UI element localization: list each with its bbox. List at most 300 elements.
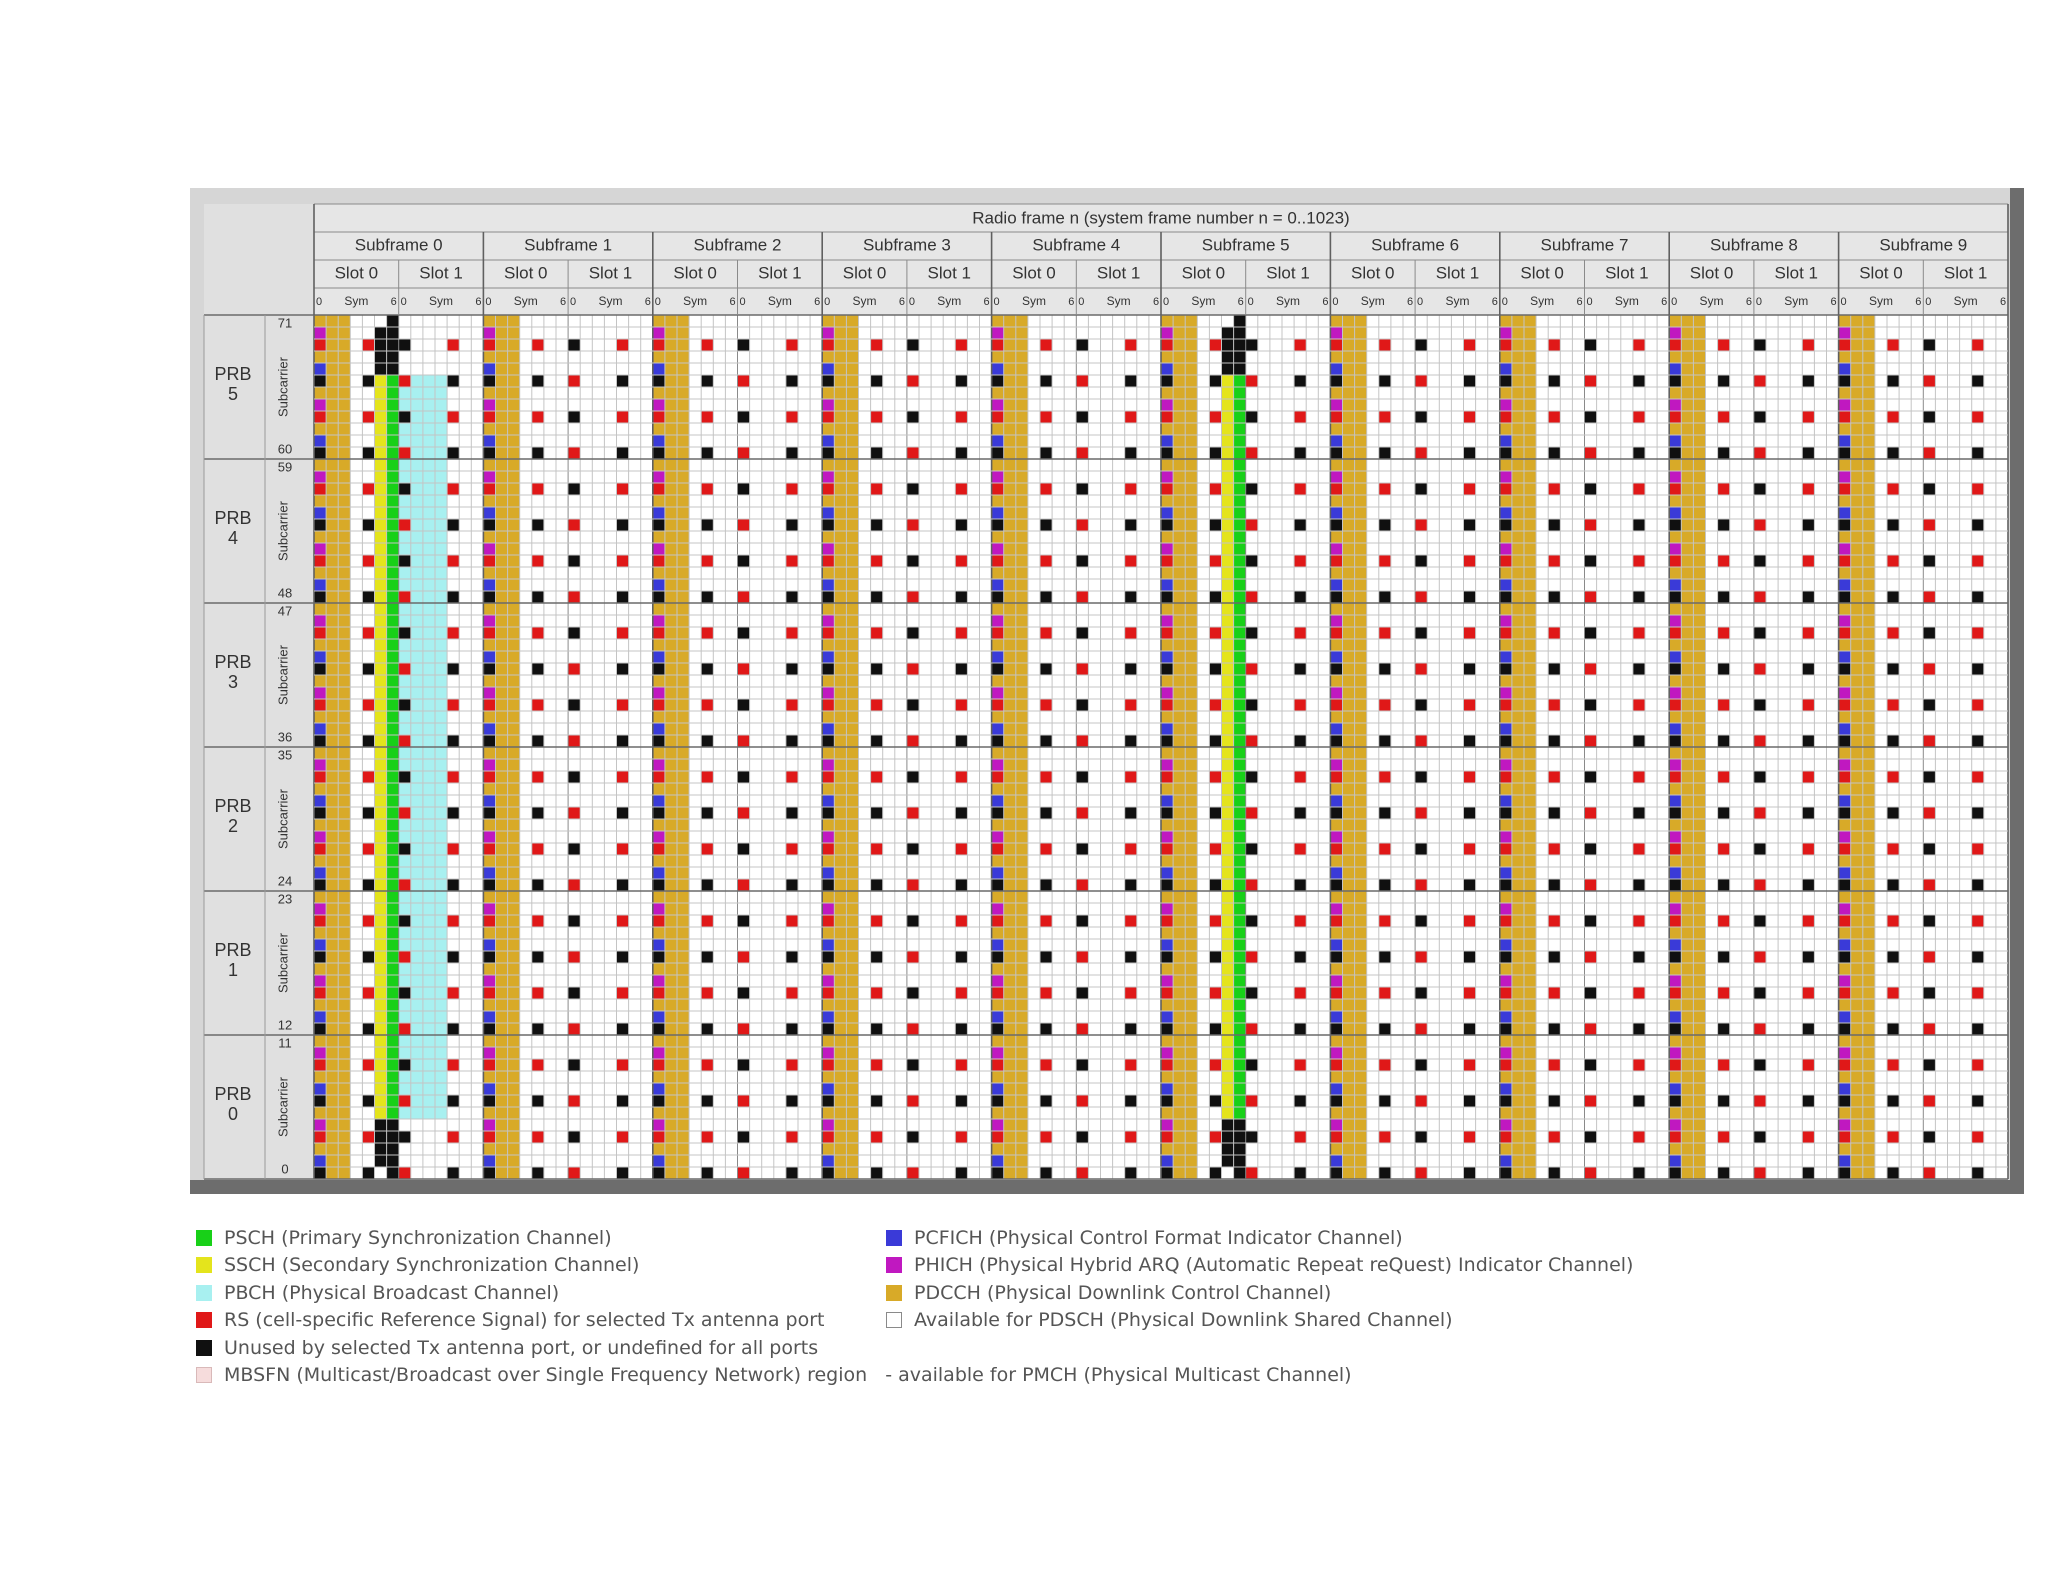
re-cell-pdcch [496, 591, 508, 603]
re-cell-pdcch [1863, 639, 1875, 651]
re-cell-pdcch [665, 807, 677, 819]
re-cell-pdcch [1681, 1071, 1693, 1083]
re-cell-pbch [423, 903, 435, 915]
re-cell-pdcch [1355, 1047, 1367, 1059]
re-cell-phich [992, 543, 1004, 555]
re-cell-pdcch [338, 1095, 350, 1107]
re-cell-pdcch [653, 603, 665, 615]
re-cell-unused [1209, 1167, 1221, 1179]
re-cell-pcfich [822, 651, 834, 663]
re-cell-pdcch [846, 999, 858, 1011]
re-cell-psch [387, 963, 399, 975]
re-cell-phich [1161, 471, 1173, 483]
re-cell-rs [1209, 915, 1221, 927]
re-cell-ssch [375, 771, 387, 783]
re-cell-pdcch [1512, 471, 1524, 483]
re-cell-rs [871, 843, 883, 855]
re-cell-pdcch [1693, 543, 1705, 555]
re-cell-unused [568, 843, 580, 855]
re-cell-rs [447, 483, 459, 495]
re-cell-pdcch [1681, 807, 1693, 819]
re-cell-rs [1330, 483, 1342, 495]
re-cell-rs [907, 1167, 919, 1179]
re-cell-pdcch [1016, 483, 1028, 495]
re-cell-pcfich [1839, 651, 1851, 663]
re-cell-rs [822, 411, 834, 423]
re-cell-pdcch [1004, 723, 1016, 735]
re-cell-pbch [423, 735, 435, 747]
re-cell-pdcch [338, 423, 350, 435]
re-cell-ssch [1222, 1059, 1234, 1071]
re-cell-pdcch [846, 1047, 858, 1059]
re-cell-pdcch [496, 1011, 508, 1023]
re-cell-phich [1839, 543, 1851, 555]
re-cell-pdcch [1524, 579, 1536, 591]
re-cell-pdcch [1524, 315, 1536, 327]
re-cell-pdcch [508, 1023, 520, 1035]
re-cell-unused [871, 951, 883, 963]
re-cell-pdcch [1851, 447, 1863, 459]
slot-label: Slot 1 [758, 263, 802, 283]
re-cell-pdcch [1343, 687, 1355, 699]
re-cell-pdcch [1173, 795, 1185, 807]
re-cell-pdcch [508, 1035, 520, 1047]
re-cell-unused [1669, 879, 1681, 891]
symbol-first-label: 0 [1332, 295, 1339, 308]
re-cell-pdcch [1004, 1011, 1016, 1023]
re-cell-pdcch [1524, 963, 1536, 975]
subcarrier-top-label: 71 [277, 315, 293, 331]
re-cell-rs [362, 771, 374, 783]
re-cell-pbch [399, 747, 411, 759]
re-cell-rs [822, 483, 834, 495]
re-cell-pdcch [677, 615, 689, 627]
re-cell-pdcch [1851, 1011, 1863, 1023]
re-cell-pdcch [496, 435, 508, 447]
re-cell-unused [871, 375, 883, 387]
re-cell-phich [1839, 615, 1851, 627]
re-cell-unused [1923, 987, 1935, 999]
re-cell-psch [387, 843, 399, 855]
re-cell-pdcch [1693, 531, 1705, 543]
re-cell-pdcch [1693, 1035, 1705, 1047]
re-cell-pdcch [1839, 387, 1851, 399]
re-cell-rs [399, 519, 411, 531]
re-cell-rs [1972, 1131, 1984, 1143]
re-cell-unused [1040, 735, 1052, 747]
re-cell-pdcch [665, 447, 677, 459]
re-cell-pdcch [326, 987, 338, 999]
re-cell-pbch [411, 999, 423, 1011]
re-cell-pdcch [1330, 603, 1342, 615]
re-cell-pbch [411, 687, 423, 699]
re-cell-pdcch [1004, 327, 1016, 339]
re-cell-pdcch [1343, 495, 1355, 507]
re-cell-unused [399, 555, 411, 567]
re-cell-rs [1415, 1023, 1427, 1035]
re-cell-rs [1633, 771, 1645, 783]
re-cell-pcfich [822, 1011, 834, 1023]
re-cell-pdcch [1500, 495, 1512, 507]
re-cell-pbch [435, 531, 447, 543]
re-cell-rs [362, 627, 374, 639]
re-cell-pdcch [665, 1059, 677, 1071]
re-cell-pdcch [677, 1059, 689, 1071]
re-cell-pdcch [1016, 423, 1028, 435]
re-cell-pdcch [1512, 747, 1524, 759]
re-cell-phich [822, 543, 834, 555]
re-cell-unused [447, 1167, 459, 1179]
re-cell-pdcch [1693, 327, 1705, 339]
re-cell-pdcch [1173, 927, 1185, 939]
slot-label: Slot 0 [1689, 263, 1734, 283]
re-cell-rs [447, 627, 459, 639]
re-cell-psch [387, 651, 399, 663]
re-cell-pdcch [1500, 1143, 1512, 1155]
re-cell-unused [1161, 519, 1173, 531]
re-cell-phich [314, 687, 326, 699]
re-cell-pdcch [1185, 1167, 1197, 1179]
re-cell-pdcch [1004, 591, 1016, 603]
re-cell-pdcch [1851, 735, 1863, 747]
re-cell-pdcch [338, 879, 350, 891]
re-cell-unused [701, 1023, 713, 1035]
re-cell-unused [1754, 1059, 1766, 1071]
re-cell-pdcch [508, 339, 520, 351]
re-cell-pdcch [1185, 639, 1197, 651]
re-cell-unused [362, 519, 374, 531]
re-cell-pcfich [1839, 1155, 1851, 1167]
re-cell-psch [1234, 663, 1246, 675]
re-cell-rs [1246, 519, 1258, 531]
re-cell-pbch [423, 627, 435, 639]
re-cell-pdcch [1512, 423, 1524, 435]
re-cell-pdcch [1693, 1167, 1705, 1179]
re-cell-pbch [423, 807, 435, 819]
re-cell-pbch [423, 675, 435, 687]
re-cell-phich [1500, 543, 1512, 555]
re-cell-pdcch [1681, 1011, 1693, 1023]
re-cell-pcfich [1669, 1083, 1681, 1095]
symbol-label: Sym [1106, 294, 1131, 309]
re-cell-unused [992, 879, 1004, 891]
re-cell-pdcch [1512, 339, 1524, 351]
re-cell-rs [1923, 591, 1935, 603]
re-cell-rs [738, 663, 750, 675]
re-cell-pdcch [483, 747, 495, 759]
re-cell-unused [1464, 663, 1476, 675]
legend [196, 1226, 1696, 1386]
re-cell-unused [786, 1167, 798, 1179]
re-cell-pbch [423, 459, 435, 471]
re-cell-pdcch [665, 615, 677, 627]
re-cell-unused [1161, 735, 1173, 747]
re-cell-pdcch [496, 543, 508, 555]
re-cell-pdcch [1681, 915, 1693, 927]
re-cell-pdcch [1185, 555, 1197, 567]
re-cell-pdcch [1330, 927, 1342, 939]
re-cell-rs [399, 807, 411, 819]
re-cell-phich [992, 903, 1004, 915]
re-cell-rs [1246, 375, 1258, 387]
re-cell-unused [955, 375, 967, 387]
re-cell-phich [1161, 399, 1173, 411]
re-cell-ssch [375, 495, 387, 507]
re-cell-pdcch [1173, 483, 1185, 495]
re-cell-rs [786, 411, 798, 423]
re-cell-pdcch [834, 495, 846, 507]
slot-label: Slot 1 [1435, 263, 1480, 283]
re-cell-pdcch [1524, 891, 1536, 903]
re-cell-pcfich [1669, 651, 1681, 663]
re-cell-ssch [1222, 459, 1234, 471]
re-cell-pdcch [834, 387, 846, 399]
re-cell-phich [1330, 903, 1342, 915]
re-cell-pdcch [1173, 1095, 1185, 1107]
re-cell-pbch [399, 723, 411, 735]
re-cell-rs [1839, 843, 1851, 855]
re-cell-pdcch [1173, 1107, 1185, 1119]
re-cell-unused [1839, 519, 1851, 531]
re-cell-pdcch [1512, 495, 1524, 507]
re-cell-pdcch [1524, 1083, 1536, 1095]
re-cell-pcfich [1500, 435, 1512, 447]
re-cell-pdcch [834, 915, 846, 927]
re-cell-phich [822, 687, 834, 699]
re-cell-unused [1234, 1155, 1246, 1167]
re-cell-pdcch [834, 699, 846, 711]
re-cell-pbch [423, 1083, 435, 1095]
re-cell-rs [1330, 411, 1342, 423]
subcarrier-top-label: 35 [277, 747, 293, 763]
re-cell-pdcch [1173, 879, 1185, 891]
prb-label: PRB [214, 651, 252, 672]
re-cell-pdcch [326, 903, 338, 915]
re-cell-pdcch [326, 1047, 338, 1059]
re-cell-pbch [399, 687, 411, 699]
re-cell-pdcch [992, 459, 1004, 471]
re-cell-rs [447, 339, 459, 351]
re-cell-pdcch [338, 1107, 350, 1119]
re-cell-pdcch [326, 507, 338, 519]
re-cell-unused [568, 1131, 580, 1143]
re-cell-pdcch [338, 447, 350, 459]
re-cell-unused [1669, 375, 1681, 387]
re-cell-pdcch [1851, 1047, 1863, 1059]
re-cell-ssch [375, 915, 387, 927]
re-cell-unused [314, 1095, 326, 1107]
re-cell-pdcch [1681, 735, 1693, 747]
re-cell-pdcch [496, 639, 508, 651]
re-cell-pbch [399, 567, 411, 579]
re-cell-pdcch [338, 603, 350, 615]
re-cell-unused [447, 879, 459, 891]
re-cell-unused [1887, 447, 1899, 459]
re-cell-unused [1839, 735, 1851, 747]
re-cell-psch [387, 519, 399, 531]
re-cell-pdcch [1851, 723, 1863, 735]
re-cell-pdcch [1681, 555, 1693, 567]
re-cell-rs [532, 987, 544, 999]
re-cell-pdcch [1851, 315, 1863, 327]
re-cell-unused [617, 375, 629, 387]
re-cell-pdcch [1524, 699, 1536, 711]
re-cell-pdcch [1016, 615, 1028, 627]
re-cell-unused [1076, 987, 1088, 999]
re-cell-pdcch [1004, 339, 1016, 351]
re-cell-rs [1040, 555, 1052, 567]
re-cell-pdcch [846, 423, 858, 435]
re-cell-rs [1548, 411, 1560, 423]
re-cell-pdcch [1863, 675, 1875, 687]
re-cell-pdcch [508, 1107, 520, 1119]
re-cell-pdcch [508, 567, 520, 579]
re-cell-pdcch [846, 795, 858, 807]
re-cell-pdcch [1355, 723, 1367, 735]
re-cell-psch [1234, 591, 1246, 603]
re-cell-pcfich [653, 795, 665, 807]
re-cell-rs [1500, 1059, 1512, 1071]
re-cell-pbch [435, 519, 447, 531]
symbol-label: Sym [683, 294, 708, 309]
re-cell-pdcch [1863, 795, 1875, 807]
legend-text: SSCH (Secondary Synchronization Channel) [224, 1254, 640, 1277]
re-cell-pdcch [1185, 891, 1197, 903]
re-cell-rs [1669, 915, 1681, 927]
re-cell-unused [1718, 447, 1730, 459]
re-cell-pdcch [326, 711, 338, 723]
re-cell-pdcch [1004, 759, 1016, 771]
re-cell-pbch [411, 663, 423, 675]
re-cell-pdcch [1343, 327, 1355, 339]
re-cell-pcfich [1161, 363, 1173, 375]
re-cell-rs [362, 1059, 374, 1071]
re-cell-pdcch [1693, 963, 1705, 975]
re-cell-unused [314, 519, 326, 531]
re-cell-pbch [435, 663, 447, 675]
re-cell-pdcch [1693, 519, 1705, 531]
re-cell-ssch [375, 1023, 387, 1035]
re-cell-pdcch [314, 315, 326, 327]
re-cell-phich [483, 1119, 495, 1131]
re-cell-rs [1330, 339, 1342, 351]
re-cell-pdcch [677, 987, 689, 999]
re-cell-unused [653, 807, 665, 819]
re-cell-unused [1500, 951, 1512, 963]
re-cell-psch [387, 1107, 399, 1119]
re-cell-pdcch [677, 927, 689, 939]
re-cell-pdcch [834, 1047, 846, 1059]
re-cell-pdcch [1016, 747, 1028, 759]
re-cell-rs [1500, 771, 1512, 783]
re-cell-pbch [411, 807, 423, 819]
re-cell-pcfich [1669, 867, 1681, 879]
re-cell-rs [1923, 735, 1935, 747]
re-cell-pdcch [326, 723, 338, 735]
re-cell-rs [1500, 1131, 1512, 1143]
re-cell-pbch [423, 951, 435, 963]
re-cell-pdcch [1355, 951, 1367, 963]
re-cell-pdcch [1355, 351, 1367, 363]
re-cell-pbch [411, 1095, 423, 1107]
re-cell-pdcch [496, 423, 508, 435]
re-cell-rs [1294, 987, 1306, 999]
re-cell-pdcch [496, 1155, 508, 1167]
re-cell-rs [1415, 735, 1427, 747]
re-cell-pdcch [326, 891, 338, 903]
re-cell-unused [362, 1023, 374, 1035]
re-cell-pdcch [665, 399, 677, 411]
re-cell-rs [1076, 447, 1088, 459]
re-cell-rs [1464, 771, 1476, 783]
re-cell-pdcch [314, 567, 326, 579]
re-cell-pdcch [1863, 327, 1875, 339]
re-cell-ssch [1222, 411, 1234, 423]
re-cell-rs [447, 1131, 459, 1143]
re-cell-psch [1234, 939, 1246, 951]
re-cell-pdcch [1693, 1047, 1705, 1059]
re-cell-unused [738, 483, 750, 495]
re-cell-pdcch [1524, 1047, 1536, 1059]
slot-label: Slot 1 [1943, 263, 1988, 283]
re-cell-unused [375, 1131, 387, 1143]
re-cell-unused [1234, 1119, 1246, 1131]
re-cell-pdcch [1355, 831, 1367, 843]
re-cell-pbch [435, 843, 447, 855]
re-cell-pdcch [1693, 315, 1705, 327]
re-cell-pdcch [665, 891, 677, 903]
re-cell-pdcch [1355, 963, 1367, 975]
re-cell-rs [314, 627, 326, 639]
re-cell-pdcch [1693, 1071, 1705, 1083]
re-cell-pdcch [846, 399, 858, 411]
re-cell-pdcch [992, 999, 1004, 1011]
re-cell-rs [955, 1131, 967, 1143]
re-cell-pdcch [1693, 819, 1705, 831]
re-cell-pdcch [1524, 1167, 1536, 1179]
re-cell-pdcch [834, 639, 846, 651]
re-cell-pdcch [1355, 687, 1367, 699]
re-cell-pdcch [1185, 375, 1197, 387]
re-cell-pdcch [496, 735, 508, 747]
re-cell-pdcch [496, 1095, 508, 1107]
re-cell-rs [1415, 1167, 1427, 1179]
re-cell-rs [1923, 1167, 1935, 1179]
re-cell-pdcch [1524, 663, 1536, 675]
re-cell-rs [532, 483, 544, 495]
re-cell-pdcch [1173, 699, 1185, 711]
symbol-label: Sym [1360, 294, 1385, 309]
re-cell-unused [1464, 519, 1476, 531]
re-cell-pdcch [1185, 759, 1197, 771]
legend-text: Unused by selected Tx antenna port, or undefined for all ports [224, 1336, 819, 1359]
re-cell-pbch [435, 1047, 447, 1059]
re-cell-pbch [435, 1083, 447, 1095]
re-cell-phich [653, 1047, 665, 1059]
re-cell-unused [1464, 879, 1476, 891]
re-cell-pdcch [1863, 375, 1875, 387]
re-cell-pdcch [665, 567, 677, 579]
re-cell-pdcch [496, 531, 508, 543]
re-cell-pdcch [1512, 555, 1524, 567]
re-cell-pbch [435, 579, 447, 591]
re-cell-unused [1754, 339, 1766, 351]
re-cell-pdcch [1863, 399, 1875, 411]
re-cell-pdcch [1185, 687, 1197, 699]
re-cell-rs [955, 915, 967, 927]
re-cell-pcfich [653, 363, 665, 375]
re-cell-pdcch [1161, 531, 1173, 543]
